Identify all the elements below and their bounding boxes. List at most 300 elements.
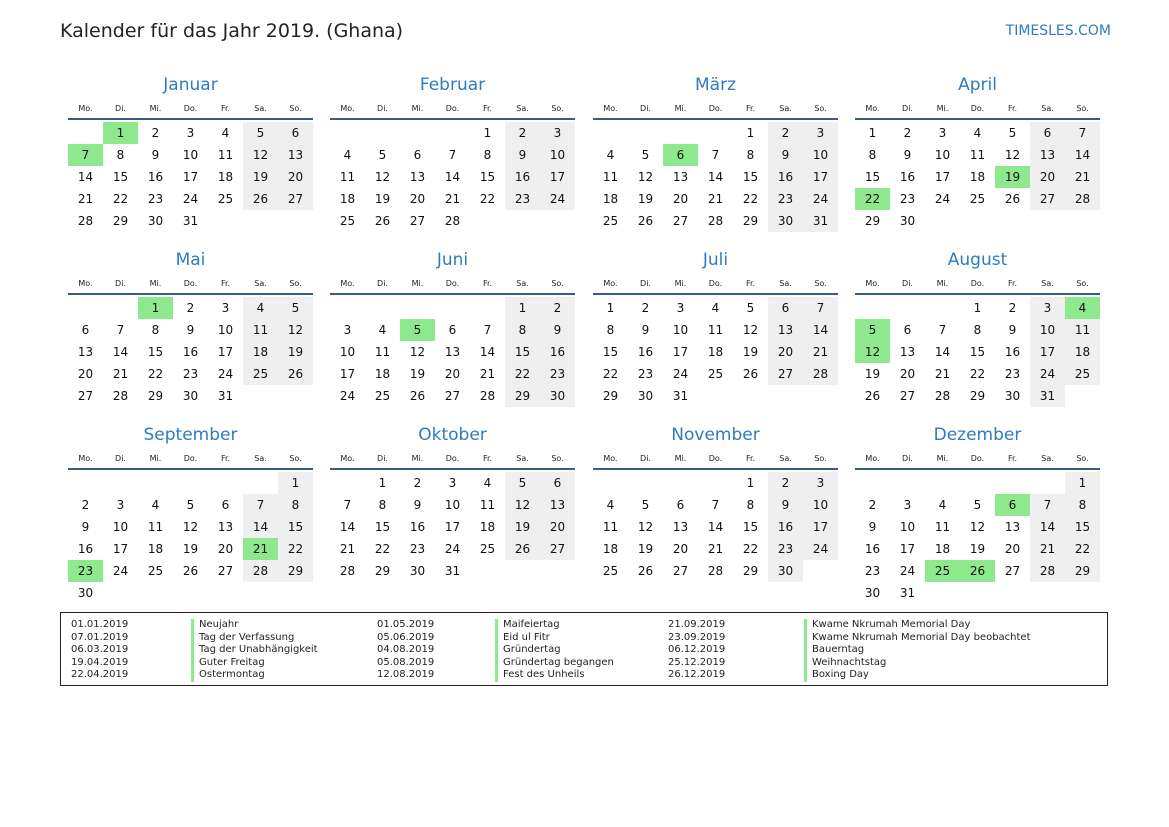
holiday-day: 12 — [855, 341, 890, 363]
day-cell: 15 — [742, 520, 759, 534]
day-grid — [330, 297, 575, 407]
holiday-names-column — [191, 619, 318, 682]
weekday-label: Mo. — [340, 104, 355, 113]
weekday-label: Di. — [377, 104, 388, 113]
day-cell: 18 — [147, 542, 164, 556]
day-cell: 19 — [182, 542, 199, 556]
day-cell: 27 — [77, 389, 94, 403]
day-cell: 20 — [1004, 542, 1021, 556]
day-cell: 6 — [81, 323, 90, 337]
day-cell: 20 — [444, 367, 461, 381]
day-cell: 29 — [742, 214, 759, 228]
weekday-label: Do. — [183, 279, 198, 288]
weekday-label: Sa. — [516, 454, 529, 463]
holiday-day: 22 — [855, 188, 890, 210]
day-cell: 30 — [768, 210, 803, 232]
day-cell: 5 — [243, 122, 278, 144]
weekday-label: Do. — [183, 104, 198, 113]
weekday-label: Fr. — [482, 454, 493, 463]
day-cell: 24 — [217, 367, 234, 381]
day-cell: 27 — [672, 214, 689, 228]
empty-cell — [435, 297, 470, 319]
day-cell: 14 — [1030, 516, 1065, 538]
day-cell: 11 — [969, 148, 986, 162]
weekday-label: So. — [814, 454, 827, 463]
holiday-date: 06.12.2019 — [668, 644, 726, 655]
day-cell: 26 — [1004, 192, 1021, 206]
day-cell: 16 — [1004, 345, 1021, 359]
day-grid — [68, 122, 313, 232]
day-cell: 11 — [934, 520, 951, 534]
holiday-date: 23.09.2019 — [668, 631, 726, 643]
day-cell: 19 — [278, 341, 313, 363]
month-calendar — [330, 420, 575, 582]
day-cell: 7 — [116, 323, 125, 337]
weekday-label: Mi. — [674, 454, 687, 463]
month-calendar — [593, 420, 838, 582]
day-cell: 24 — [672, 367, 689, 381]
day-cell: 27 — [768, 363, 803, 385]
day-cell: 8 — [483, 148, 492, 162]
empty-cell — [400, 297, 435, 319]
weekday-label: Sa. — [779, 454, 792, 463]
day-cell: 21 — [934, 367, 951, 381]
day-cell: 7 — [343, 498, 352, 512]
day-cell: 13 — [899, 345, 916, 359]
weekday-label: So. — [289, 104, 302, 113]
day-cell: 14 — [479, 345, 496, 359]
empty-cell — [698, 122, 733, 144]
day-cell: 21 — [803, 341, 838, 363]
day-cell: 29 — [602, 389, 619, 403]
holiday-name: Ostermontag — [191, 669, 318, 682]
day-cell: 9 — [413, 498, 422, 512]
holiday-date: 01.01.2019 — [71, 619, 129, 630]
month-calendar — [593, 70, 838, 232]
day-cell: 17 — [899, 542, 916, 556]
day-cell: 28 — [444, 214, 461, 228]
day-cell: 2 — [1008, 301, 1017, 315]
day-cell: 16 — [505, 166, 540, 188]
day-cell: 17 — [803, 516, 838, 538]
day-cell: 8 — [505, 319, 540, 341]
empty-cell — [330, 472, 365, 494]
month-title: Juli — [702, 250, 729, 270]
weekday-label: Do. — [708, 454, 723, 463]
weekday-header — [330, 275, 575, 295]
day-cell: 4 — [938, 498, 947, 512]
day-cell: 13 — [672, 170, 689, 184]
day-cell: 25 — [243, 363, 278, 385]
holiday-date: 19.04.2019 — [71, 656, 129, 668]
day-cell: 25 — [707, 367, 724, 381]
day-cell: 5 — [505, 472, 540, 494]
weekday-label: Di. — [902, 454, 913, 463]
weekday-label: Di. — [902, 104, 913, 113]
day-cell: 12 — [1004, 148, 1021, 162]
day-cell: 24 — [899, 564, 916, 578]
weekday-label: Di. — [115, 454, 126, 463]
day-cell: 28 — [934, 389, 951, 403]
holiday-day: 4 — [1065, 297, 1100, 319]
weekday-label: Mo. — [78, 279, 93, 288]
day-cell: 30 — [899, 214, 916, 228]
day-cell: 24 — [1030, 363, 1065, 385]
day-cell: 10 — [803, 144, 838, 166]
weekday-label: Mi. — [149, 279, 162, 288]
day-cell: 3 — [803, 472, 838, 494]
day-cell: 3 — [938, 126, 947, 140]
weekday-header — [855, 275, 1100, 295]
holiday-date: 21.09.2019 — [668, 619, 726, 630]
day-cell: 19 — [864, 367, 881, 381]
day-cell: 27 — [1004, 564, 1021, 578]
day-cell: 1 — [1065, 472, 1100, 494]
month-calendar — [68, 70, 313, 232]
empty-cell — [628, 472, 663, 494]
day-cell: 6 — [1030, 122, 1065, 144]
weekday-label: Fr. — [1007, 104, 1018, 113]
month-title: Dezember — [933, 425, 1022, 445]
day-grid — [68, 472, 313, 604]
day-cell: 13 — [1030, 144, 1065, 166]
empty-cell — [663, 122, 698, 144]
day-cell: 9 — [540, 319, 575, 341]
day-cell: 9 — [1008, 323, 1017, 337]
day-cell: 28 — [707, 214, 724, 228]
weekday-label: Fr. — [482, 279, 493, 288]
weekday-label: Di. — [640, 454, 651, 463]
day-cell: 18 — [479, 520, 496, 534]
day-cell: 25 — [602, 214, 619, 228]
day-cell: 29 — [742, 564, 759, 578]
day-cell: 28 — [479, 389, 496, 403]
holiday-date: 25.12.2019 — [668, 656, 726, 668]
day-cell: 30 — [1004, 389, 1021, 403]
day-grid — [855, 297, 1100, 407]
month-title: März — [695, 75, 736, 95]
day-cell: 14 — [77, 170, 94, 184]
weekday-label: Sa. — [1041, 454, 1054, 463]
day-cell: 14 — [1065, 144, 1100, 166]
holiday-name: Boxing Day — [804, 669, 1031, 682]
empty-cell — [890, 297, 925, 319]
weekday-label: Sa. — [1041, 279, 1054, 288]
day-grid — [330, 472, 575, 582]
day-cell: 4 — [973, 126, 982, 140]
day-cell: 17 — [540, 166, 575, 188]
day-cell: 11 — [374, 345, 391, 359]
day-cell: 13 — [409, 170, 426, 184]
day-cell: 19 — [409, 367, 426, 381]
weekday-label: Mi. — [674, 104, 687, 113]
empty-cell — [68, 297, 103, 319]
month-calendar — [330, 245, 575, 407]
day-cell: 7 — [938, 323, 947, 337]
day-cell: 25 — [374, 389, 391, 403]
day-cell: 2 — [81, 498, 90, 512]
day-cell: 11 — [602, 520, 619, 534]
holiday-date: 07.01.2019 — [71, 631, 129, 643]
day-cell: 29 — [1065, 560, 1100, 582]
month-calendar — [855, 245, 1100, 407]
day-cell: 16 — [637, 345, 654, 359]
day-cell: 5 — [278, 297, 313, 319]
weekday-label: Mi. — [936, 454, 949, 463]
empty-cell — [663, 472, 698, 494]
day-cell: 12 — [742, 323, 759, 337]
empty-cell — [925, 472, 960, 494]
day-cell: 17 — [182, 170, 199, 184]
day-cell: 30 — [409, 564, 426, 578]
holiday-name: Neujahr — [191, 619, 318, 632]
day-cell: 27 — [278, 188, 313, 210]
holiday-name: Kwame Nkrumah Memorial Day beobachtet — [804, 632, 1031, 645]
weekday-label: Di. — [115, 279, 126, 288]
day-cell: 1 — [483, 126, 492, 140]
day-cell: 7 — [711, 498, 720, 512]
day-cell: 5 — [641, 498, 650, 512]
empty-cell — [243, 472, 278, 494]
day-cell: 24 — [339, 389, 356, 403]
day-cell: 19 — [742, 345, 759, 359]
day-cell: 10 — [182, 148, 199, 162]
empty-cell — [103, 297, 138, 319]
day-cell: 31 — [1030, 385, 1065, 407]
site-link[interactable]: TIMESLES.COM — [1005, 23, 1111, 39]
day-cell: 4 — [378, 323, 387, 337]
weekday-label: Mi. — [674, 279, 687, 288]
day-cell: 16 — [864, 542, 881, 556]
empty-cell — [960, 472, 995, 494]
day-cell: 12 — [637, 520, 654, 534]
day-cell: 7 — [711, 148, 720, 162]
day-cell: 16 — [768, 516, 803, 538]
day-cell: 12 — [637, 170, 654, 184]
day-cell: 3 — [343, 323, 352, 337]
day-cell: 8 — [1065, 494, 1100, 516]
day-cell: 24 — [934, 192, 951, 206]
day-cell: 13 — [77, 345, 94, 359]
day-cell: 22 — [374, 542, 391, 556]
day-cell: 21 — [444, 192, 461, 206]
month-calendar — [68, 420, 313, 604]
holiday-name: Eid ul Fitr — [495, 632, 614, 645]
day-cell: 21 — [1030, 538, 1065, 560]
empty-cell — [855, 472, 890, 494]
weekday-label: Fr. — [1007, 279, 1018, 288]
day-cell: 24 — [112, 564, 129, 578]
empty-cell — [365, 297, 400, 319]
day-cell: 31 — [182, 214, 199, 228]
day-cell: 6 — [278, 122, 313, 144]
weekday-label: Mi. — [936, 104, 949, 113]
weekday-label: Mo. — [340, 279, 355, 288]
day-cell: 3 — [186, 126, 195, 140]
day-cell: 26 — [864, 389, 881, 403]
day-cell: 9 — [768, 494, 803, 516]
weekday-label: Sa. — [516, 104, 529, 113]
weekday-label: Sa. — [779, 279, 792, 288]
day-cell: 21 — [707, 192, 724, 206]
day-cell: 10 — [444, 498, 461, 512]
day-grid — [593, 472, 838, 582]
day-cell: 10 — [899, 520, 916, 534]
day-cell: 1 — [606, 301, 615, 315]
day-cell: 19 — [637, 542, 654, 556]
month-title: April — [958, 75, 997, 95]
day-cell: 23 — [637, 367, 654, 381]
day-cell: 25 — [1065, 363, 1100, 385]
day-cell: 28 — [243, 560, 278, 582]
day-cell: 7 — [1065, 122, 1100, 144]
holiday-dates-column — [71, 619, 128, 682]
day-cell: 20 — [672, 542, 689, 556]
day-cell: 22 — [969, 367, 986, 381]
month-calendar — [855, 70, 1100, 232]
holiday-date: 04.08.2019 — [377, 644, 435, 655]
day-cell: 26 — [182, 564, 199, 578]
day-cell: 25 — [339, 214, 356, 228]
empty-cell — [208, 472, 243, 494]
day-cell: 6 — [221, 498, 230, 512]
weekday-label: Mo. — [603, 104, 618, 113]
weekday-label: So. — [289, 454, 302, 463]
weekday-label: So. — [1076, 279, 1089, 288]
day-cell: 8 — [868, 148, 877, 162]
day-cell: 15 — [864, 170, 881, 184]
weekday-label: Di. — [377, 454, 388, 463]
day-cell: 16 — [540, 341, 575, 363]
day-cell: 13 — [768, 319, 803, 341]
day-cell: 14 — [444, 170, 461, 184]
day-cell: 2 — [903, 126, 912, 140]
day-cell: 10 — [112, 520, 129, 534]
empty-cell — [698, 472, 733, 494]
weekday-label: Sa. — [254, 279, 267, 288]
day-cell: 22 — [505, 363, 540, 385]
day-cell: 4 — [483, 476, 492, 490]
day-cell: 23 — [899, 192, 916, 206]
holiday-day: 26 — [960, 560, 995, 582]
month-title: Januar — [163, 75, 218, 95]
day-cell: 23 — [1004, 367, 1021, 381]
empty-cell — [593, 122, 628, 144]
day-cell: 27 — [409, 214, 426, 228]
day-cell: 9 — [505, 144, 540, 166]
weekday-label: Sa. — [779, 104, 792, 113]
day-cell: 4 — [151, 498, 160, 512]
day-cell: 28 — [803, 363, 838, 385]
day-cell: 18 — [602, 542, 619, 556]
holiday-day: 21 — [243, 538, 278, 560]
day-cell: 16 — [147, 170, 164, 184]
day-cell: 29 — [505, 385, 540, 407]
day-cell: 25 — [479, 542, 496, 556]
day-cell: 20 — [278, 166, 313, 188]
empty-cell — [365, 122, 400, 144]
day-cell: 22 — [147, 367, 164, 381]
day-cell: 21 — [707, 542, 724, 556]
day-cell: 14 — [934, 345, 951, 359]
day-cell: 29 — [864, 214, 881, 228]
weekday-header — [330, 100, 575, 120]
day-cell: 18 — [707, 345, 724, 359]
day-cell: 3 — [903, 498, 912, 512]
weekday-header — [593, 100, 838, 120]
day-cell: 22 — [112, 192, 129, 206]
day-cell: 27 — [899, 389, 916, 403]
weekday-label: Mo. — [603, 279, 618, 288]
day-cell: 9 — [81, 520, 90, 534]
empty-cell — [68, 472, 103, 494]
day-cell: 14 — [243, 516, 278, 538]
day-cell: 31 — [899, 586, 916, 600]
holiday-day: 5 — [855, 319, 890, 341]
day-cell: 13 — [672, 520, 689, 534]
day-cell: 29 — [112, 214, 129, 228]
empty-cell — [470, 297, 505, 319]
holiday-dates-column — [668, 619, 725, 682]
day-cell: 1 — [505, 297, 540, 319]
weekday-label: So. — [289, 279, 302, 288]
day-cell: 1 — [746, 476, 755, 490]
day-cell: 19 — [505, 516, 540, 538]
day-cell: 5 — [746, 301, 755, 315]
day-cell: 3 — [116, 498, 125, 512]
day-cell: 6 — [540, 472, 575, 494]
weekday-label: Mi. — [936, 279, 949, 288]
holiday-names-column — [495, 619, 614, 682]
weekday-label: Mo. — [78, 104, 93, 113]
holiday-name: Tag der Verfassung — [191, 632, 318, 645]
empty-cell — [330, 297, 365, 319]
weekday-label: So. — [814, 279, 827, 288]
empty-cell — [1030, 472, 1065, 494]
empty-cell — [68, 122, 103, 144]
day-grid — [330, 122, 575, 232]
weekday-label: Di. — [640, 279, 651, 288]
empty-cell — [995, 472, 1030, 494]
day-cell: 10 — [1030, 319, 1065, 341]
day-cell: 4 — [606, 498, 615, 512]
day-cell: 26 — [374, 214, 391, 228]
day-cell: 23 — [182, 367, 199, 381]
day-cell: 27 — [444, 389, 461, 403]
day-cell: 17 — [217, 345, 234, 359]
day-cell: 31 — [672, 389, 689, 403]
day-cell: 11 — [217, 148, 234, 162]
day-cell: 5 — [378, 148, 387, 162]
day-cell: 3 — [448, 476, 457, 490]
weekday-label: Do. — [445, 104, 460, 113]
day-cell: 18 — [969, 170, 986, 184]
day-cell: 3 — [676, 301, 685, 315]
day-cell: 5 — [973, 498, 982, 512]
day-cell: 18 — [934, 542, 951, 556]
day-cell: 4 — [343, 148, 352, 162]
day-cell: 11 — [707, 323, 724, 337]
day-cell: 20 — [672, 192, 689, 206]
day-cell: 4 — [711, 301, 720, 315]
day-cell: 3 — [221, 301, 230, 315]
day-cell: 9 — [151, 148, 160, 162]
day-cell: 8 — [606, 323, 615, 337]
day-cell: 11 — [339, 170, 356, 184]
weekday-header — [68, 450, 313, 470]
day-cell: 26 — [637, 214, 654, 228]
weekday-header — [855, 100, 1100, 120]
